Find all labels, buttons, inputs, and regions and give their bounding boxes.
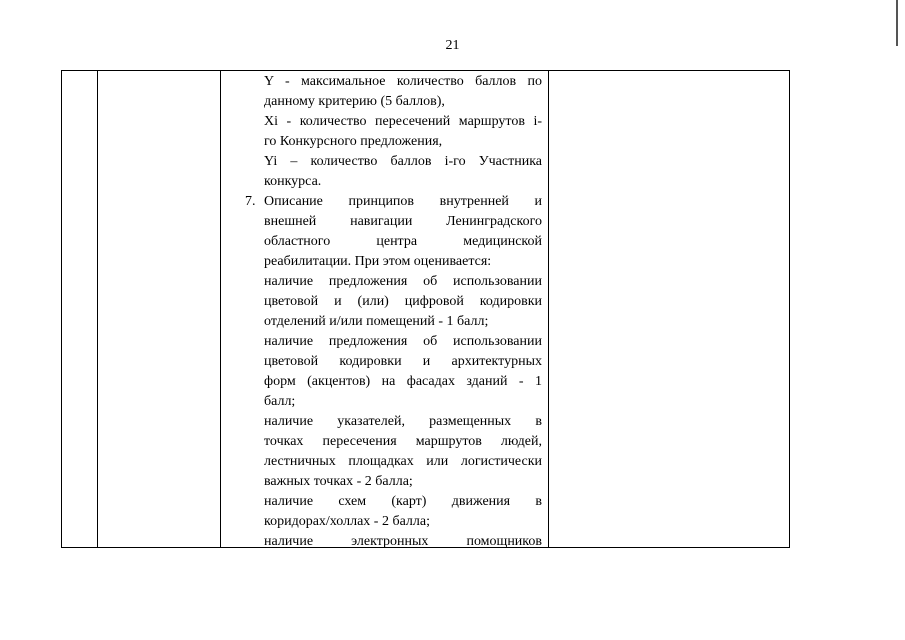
table-column-divider-2: [220, 71, 221, 547]
text-line: [264, 512, 542, 532]
text-line: [264, 352, 542, 372]
text-line: [264, 232, 542, 252]
text-line-content: данному критерию (5 баллов),: [264, 94, 445, 109]
text-line-content: конкурса.: [264, 174, 322, 189]
text-line-content: Yi – количество баллов i-го Участника: [264, 154, 542, 169]
page-number: 21: [445, 38, 460, 53]
text-line: [264, 392, 542, 412]
text-line: [264, 112, 542, 132]
text-line: [264, 172, 542, 192]
table-column-divider-1: [97, 71, 98, 547]
text-line-content: наличие схем (карт) движения в: [264, 494, 542, 509]
criteria-text-cell: [245, 72, 542, 549]
text-line: [264, 432, 542, 452]
text-line-content: реабилитации. При этом оценивается:: [264, 254, 492, 269]
text-line: [264, 472, 542, 492]
text-line-content: точках пересечения маршрутов людей,: [264, 434, 542, 449]
text-line-content: наличие электронных помощников: [264, 534, 542, 549]
text-line-content: го Конкурсного предложения,: [264, 134, 443, 149]
text-line: [264, 412, 542, 432]
text-line: [264, 92, 542, 112]
text-line: [264, 372, 542, 392]
text-line: [264, 212, 542, 232]
text-line-content: Описание принципов внутренней и: [264, 194, 542, 209]
table-column-divider-3: [548, 71, 549, 547]
text-line-content: форм (акцентов) на фасадах зданий - 1: [264, 374, 542, 389]
list-item-number: 7.: [245, 194, 256, 209]
margin-rule: [896, 0, 898, 46]
text-line: [264, 292, 542, 312]
text-line: [264, 252, 542, 272]
text-line: [264, 332, 542, 352]
text-line-content: лестничных площадках или логистически: [264, 454, 542, 469]
text-line-content: цветовой кодировки и архитектурных: [264, 354, 542, 369]
text-line: [264, 532, 542, 552]
text-line: [264, 132, 542, 152]
text-line-content: наличие предложения об использовании: [264, 274, 542, 289]
text-line: [264, 272, 542, 292]
text-line: [264, 72, 542, 92]
text-line-content: областного центра медицинской: [264, 234, 542, 249]
text-line-content: цветовой и (или) цифровой кодировки: [264, 294, 542, 309]
text-line-content: балл;: [264, 394, 296, 409]
text-line-content: отделений и/или помещений - 1 балл;: [264, 314, 489, 329]
text-line-content: коридорах/холлах - 2 балла;: [264, 514, 430, 529]
text-line: [264, 152, 542, 172]
text-line: [245, 192, 542, 212]
text-line-content: наличие предложения об использовании: [264, 334, 542, 349]
text-line-content: наличие указателей, размещенных в: [264, 414, 542, 429]
text-line-content: Y - максимальное количество баллов по: [264, 74, 542, 89]
text-line-content: Xi - количество пересечений маршрутов i-: [264, 114, 542, 129]
text-line: [264, 492, 542, 512]
text-line-content: внешней навигации Ленинградского: [264, 214, 542, 229]
text-line: [264, 452, 542, 472]
text-line: [264, 312, 542, 332]
text-line-content: важных точках - 2 балла;: [264, 474, 413, 489]
